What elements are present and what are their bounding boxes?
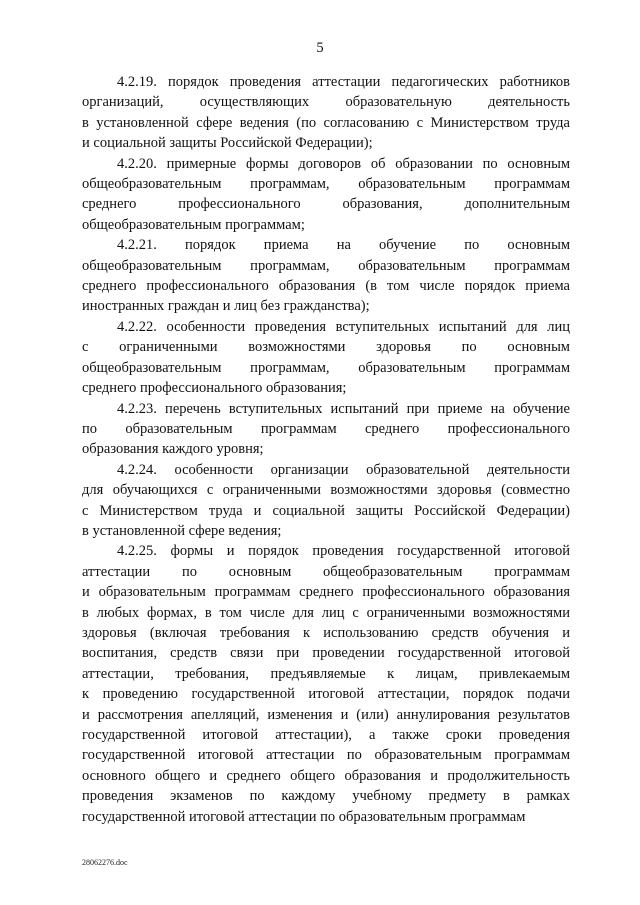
text-line: воспитания, средств связи при проведении государственной итоговой [82, 645, 570, 662]
text-line: с Министерством труда и социальной защиты Российской Федерации) [82, 502, 570, 519]
text-line: среднего профессионального образования, дополнительным [82, 196, 570, 213]
page-number: 5 [316, 40, 324, 56]
text-line: 4.2.19. порядок проведения аттестации педагогических работников [117, 74, 570, 90]
text-line: организаций, осуществляющих образовательную деятельность [82, 94, 570, 111]
paragraph [82, 72, 570, 154]
text-line: и рассмотрения апелляций, изменения и (или) аннулирования результатов [82, 706, 570, 723]
text-line: 4.2.24. особенности организации образовательной деятельности [117, 461, 570, 478]
paragraph [82, 317, 570, 399]
text-line: аттестации по основным общеобразовательным программам [82, 563, 570, 580]
text-line: основного общего и среднего общего образования и продолжительность [82, 767, 570, 784]
text-line: общеобразовательным программам, образовательным программам [82, 359, 570, 376]
text-line: и образовательным программам среднего профессионального образования [82, 584, 570, 601]
text-line: 4.2.23. перечень вступительных испытаний при приеме на обучение [117, 400, 570, 417]
text-line: с ограниченными возможностями здоровья по основным [82, 339, 570, 356]
text-line: общеобразовательным программам; [82, 216, 305, 233]
text-line: государственной итоговой аттестации), а также сроки проведения [82, 727, 570, 743]
text-line: 4.2.25. формы и порядок проведения государственной итоговой [117, 543, 570, 560]
text-line: 4.2.22. особенности проведения вступительных испытаний для лиц [117, 318, 570, 335]
paragraph [82, 154, 570, 236]
file-name-footer: 28062276.doc [82, 858, 128, 867]
text-line: к проведению государственной итоговой аттестации, порядок подачи [82, 686, 570, 703]
paragraph [82, 460, 570, 542]
text-line: 4.2.21. порядок приема на обучение по основным [117, 237, 570, 254]
text-line: общеобразовательным программам, образовательным программам [82, 257, 570, 274]
text-line: среднего профессионального образования (в том числе порядок приема [82, 278, 570, 295]
document-body [82, 72, 570, 827]
text-line: среднего профессионального образования; [82, 380, 347, 397]
text-line: в установленной сфере ведения; [82, 522, 282, 539]
paragraph [82, 541, 570, 827]
text-line: государственной итоговой аттестации по образовательным программам [82, 808, 526, 825]
text-line: общеобразовательным программам, образовательным программам [82, 176, 570, 193]
text-line: здоровья (включая требования к использованию средств обучения и [82, 624, 570, 641]
text-line: и социальной защиты Российской Федерации); [82, 135, 373, 152]
text-line: проведения экзаменов по каждому учебному предмету в рамках [82, 788, 570, 805]
text-line: аттестации, требования, предъявляемые к лицам, привлекаемым [82, 665, 570, 682]
paragraph [82, 399, 570, 460]
text-line: по образовательным программам среднего профессионального [82, 420, 570, 437]
text-line: для обучающихся с ограниченными возможностями здоровья (совместно [82, 482, 570, 499]
text-line: иностранных граждан и лиц без гражданства); [82, 298, 370, 315]
text-line: 4.2.20. примерные формы договоров об образовании по основным [117, 155, 570, 172]
paragraph [82, 235, 570, 317]
text-line: в установленной сфере ведения (по согласованию с Министерством труда [82, 114, 570, 131]
text-line: образования каждого уровня; [82, 441, 264, 458]
text-line: государственной итоговой аттестации по образовательным программам [82, 747, 570, 764]
text-line: в любых формах, в том числе для лиц с ограниченными возможностями [82, 604, 570, 621]
